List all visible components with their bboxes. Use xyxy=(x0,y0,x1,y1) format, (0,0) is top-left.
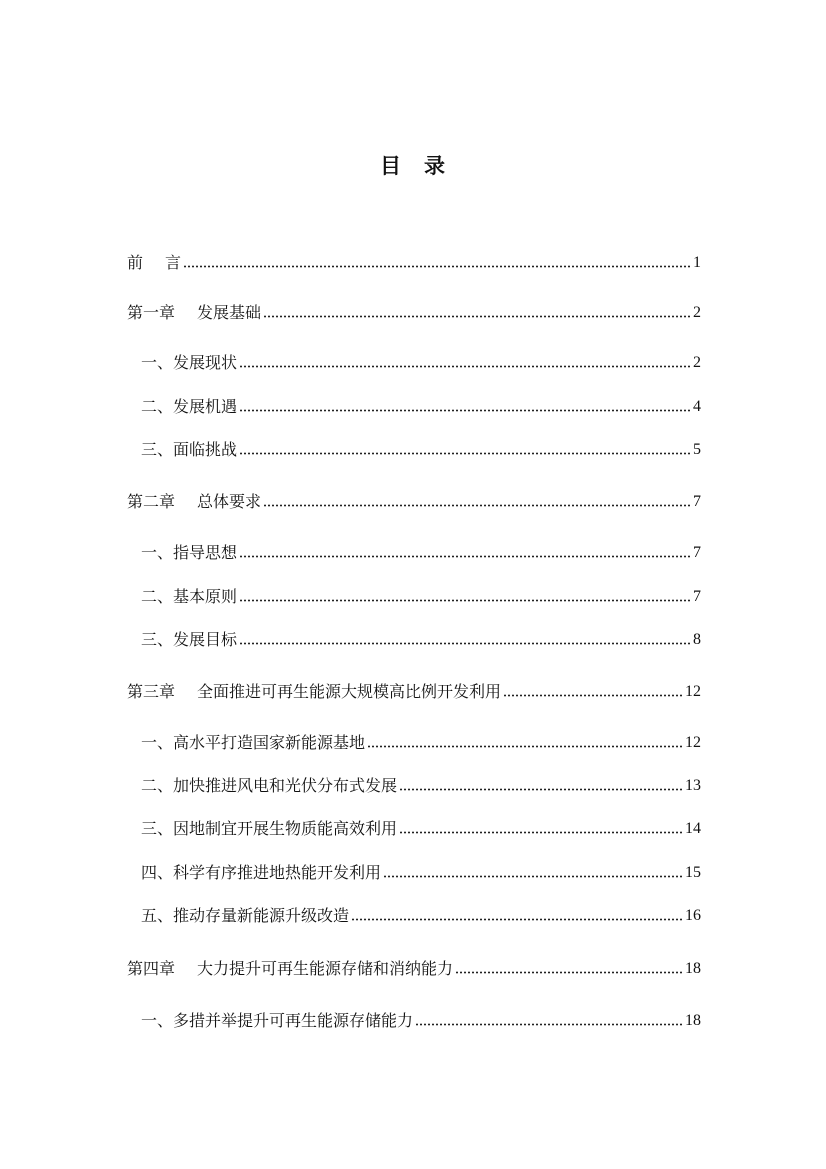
toc-entry-label: 第一章 发展基础 xyxy=(127,303,262,322)
dot-leader xyxy=(455,969,683,975)
toc-entry-label: 第四章 大力提升可再生能源存储和消纳能力 xyxy=(127,959,454,978)
toc-entry-label: 一、高水平打造国家新能源基地 xyxy=(141,733,366,752)
dot-leader xyxy=(263,502,691,508)
dot-leader xyxy=(399,786,683,792)
toc-page-number: 14 xyxy=(685,820,701,837)
toc-page-number: 7 xyxy=(693,544,701,561)
toc-entry-section[interactable] xyxy=(141,1009,701,1033)
toc-page-number: 5 xyxy=(693,441,701,458)
toc-entry-section[interactable] xyxy=(141,774,701,798)
dot-leader xyxy=(263,313,691,319)
toc-page-number: 4 xyxy=(693,398,701,415)
toc-entry-section[interactable] xyxy=(141,817,701,841)
toc-entry-label: 二、加快推进风电和光伏分布式发展 xyxy=(141,776,398,795)
toc-entry-label: 一、多措并举提升可再生能源存储能力 xyxy=(141,1011,414,1030)
toc-entry-label: 一、发展现状 xyxy=(141,353,238,372)
dot-leader xyxy=(351,916,683,922)
toc-entry-section[interactable] xyxy=(141,395,701,419)
dot-leader xyxy=(383,873,683,879)
dot-leader xyxy=(239,450,691,456)
dot-leader xyxy=(239,640,691,646)
toc-entry-label: 四、科学有序推进地热能开发利用 xyxy=(141,863,382,882)
toc-entry-section[interactable] xyxy=(141,585,701,609)
toc-entry-section[interactable] xyxy=(141,861,701,885)
dot-leader xyxy=(367,743,683,749)
toc-entry-label: 一、指导思想 xyxy=(141,543,238,562)
toc-entry-section[interactable] xyxy=(141,628,701,652)
dot-leader xyxy=(239,363,691,369)
toc-page-number: 16 xyxy=(685,907,701,924)
toc-page-number: 2 xyxy=(693,304,701,321)
toc-page-number: 8 xyxy=(693,631,701,648)
toc-entry-label: 三、因地制宜开展生物质能高效利用 xyxy=(141,819,398,838)
toc-entry-preface[interactable] xyxy=(127,251,701,275)
dot-leader xyxy=(239,597,691,603)
toc-entry-section[interactable] xyxy=(141,438,701,462)
toc-entry-chapter-1[interactable] xyxy=(127,301,701,325)
toc-entry-label: 二、发展机遇 xyxy=(141,397,238,416)
toc-entry-label: 二、基本原则 xyxy=(141,587,238,606)
dot-leader xyxy=(183,263,691,269)
page-title: 目 录 xyxy=(380,154,446,178)
toc-entry-chapter-3[interactable] xyxy=(127,680,701,704)
toc-page-number: 7 xyxy=(693,588,701,605)
toc-entry-label: 五、推动存量新能源升级改造 xyxy=(141,906,350,925)
toc-entry-label: 三、发展目标 xyxy=(141,630,238,649)
dot-leader xyxy=(239,407,691,413)
toc-page-number: 1 xyxy=(693,254,701,271)
toc-entry-label: 三、面临挑战 xyxy=(141,440,238,459)
toc-entry-section[interactable] xyxy=(141,541,701,565)
toc-page-number: 2 xyxy=(693,354,701,371)
toc-page-number: 15 xyxy=(685,864,701,881)
dot-leader xyxy=(399,829,683,835)
dot-leader xyxy=(503,692,683,698)
toc-entry-label: 第三章 全面推进可再生能源大规模高比例开发利用 xyxy=(127,682,502,701)
toc-page-number: 18 xyxy=(685,960,701,977)
toc-page-number: 7 xyxy=(693,493,701,510)
dot-leader xyxy=(239,553,691,559)
toc-page-number: 12 xyxy=(685,683,701,700)
toc-page-number: 13 xyxy=(685,777,701,794)
toc-entry-chapter-4[interactable] xyxy=(127,957,701,981)
toc-entry-chapter-2[interactable] xyxy=(127,490,701,514)
toc-entry-section[interactable] xyxy=(141,731,701,755)
toc-entry-section[interactable] xyxy=(141,351,701,375)
toc-entry-label: 第二章 总体要求 xyxy=(127,492,262,511)
toc-entry-label: 前 言 xyxy=(127,253,182,272)
toc-entry-section[interactable] xyxy=(141,904,701,928)
dot-leader xyxy=(415,1021,683,1027)
toc-page-number: 12 xyxy=(685,734,701,751)
toc-page-number: 18 xyxy=(685,1012,701,1029)
